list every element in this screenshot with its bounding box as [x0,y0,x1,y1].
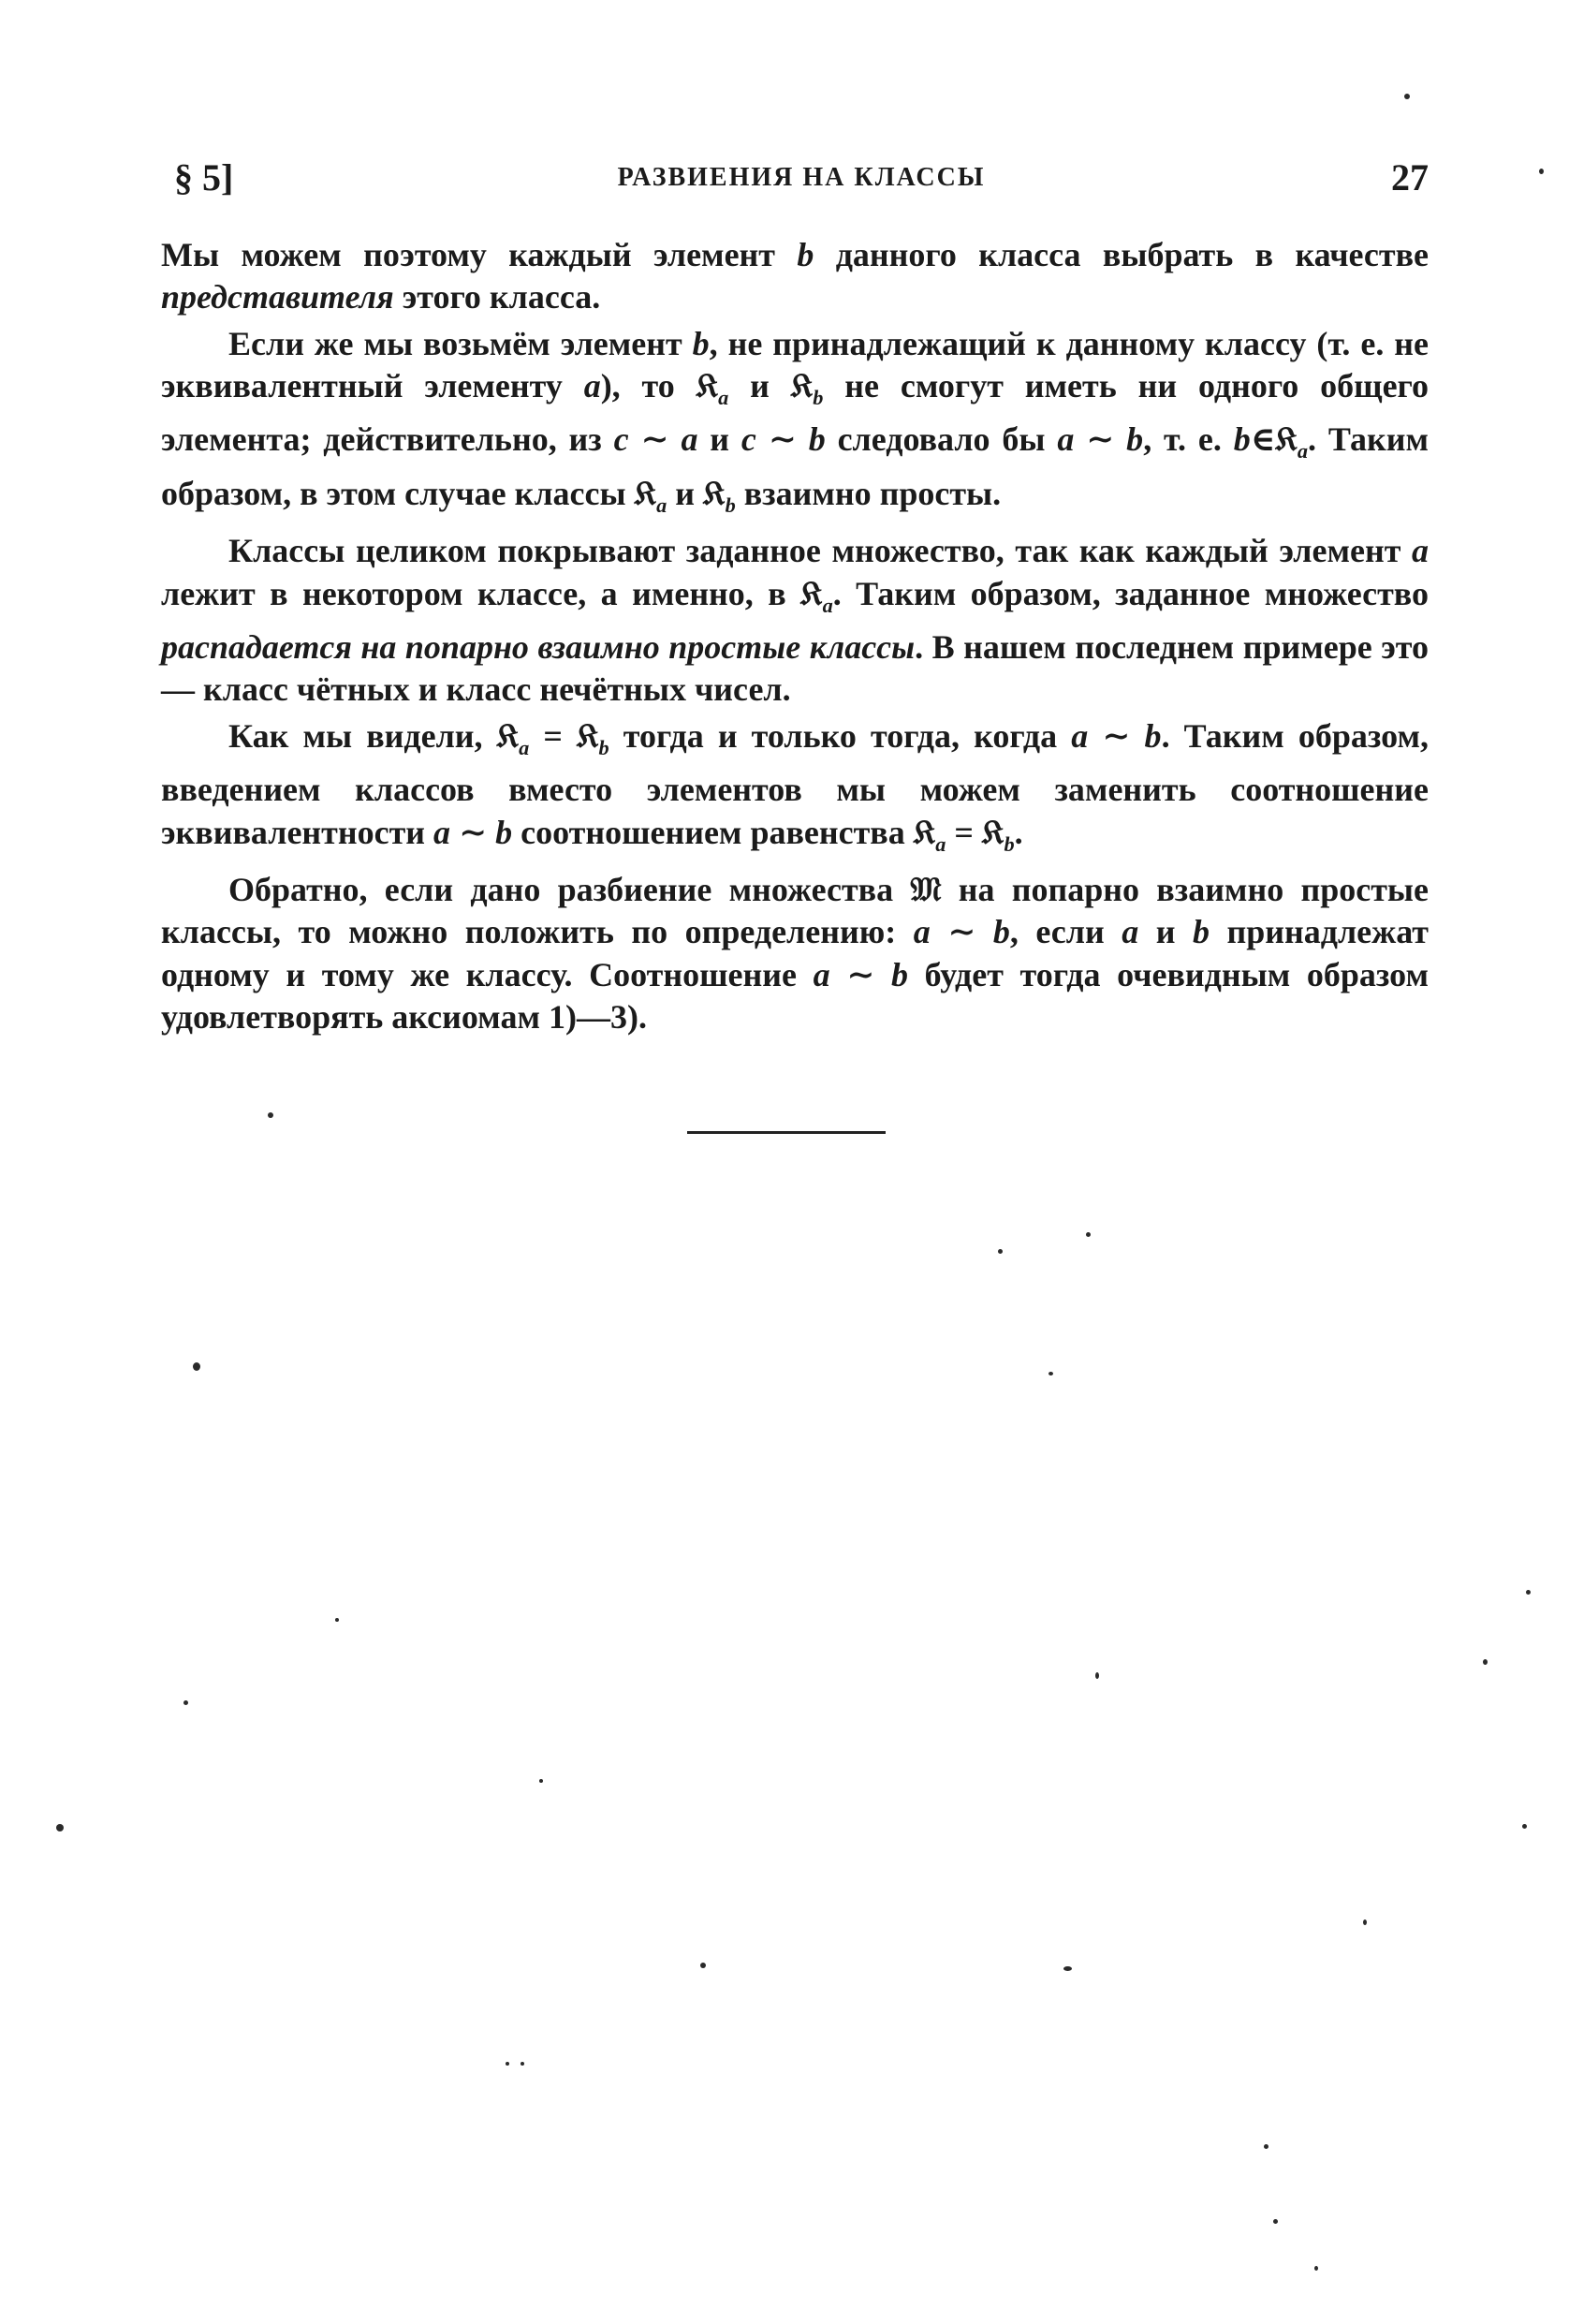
text-run: , т. е. [1143,420,1234,459]
text-run: Обратно, если дано разбиение множества 𝔐 на попарно взаимно простые классы, то можно положить по определению: [161,870,1429,951]
text-run: Если же мы возьмём элемент [228,324,693,362]
text-run: . В нашем последнем примере это — класс чётных и класс нечётных чисел. [161,628,1429,709]
scan-speck [1264,2144,1268,2149]
text-run: , не принадлежащий к данному классу (т. е. не эквивалентный элементу [161,324,1429,404]
italic-text: a ∼ b [1057,420,1144,459]
scan-speck [1314,2266,1318,2271]
scan-speck [1404,94,1410,99]
text-run: Мы можем поэтому каждый элемент [161,236,798,273]
text-run: и [697,420,741,459]
text-run: Как мы видели, 𝔎 [228,716,520,755]
scan-speck [998,1249,1003,1254]
paragraph [161,715,1429,865]
italic-text: представителя [161,278,394,316]
text-run: . Таким образом, заданное множество [832,574,1429,612]
scan-speck [539,1779,543,1783]
text-run: ), то 𝔎 [600,366,719,404]
italic-text: a [1122,913,1139,951]
italic-text: b [1233,420,1251,459]
italic-text: распадается на попарно взаимно простые классы [161,628,916,667]
text-run: . Таким образом, в этом случае классы 𝔎 [161,420,1429,512]
scan-speck [506,2062,509,2066]
scan-speck [1048,1372,1053,1375]
paragraph [161,869,1429,1038]
italic-text: a ∼ b [433,813,513,851]
scan-speck [56,1824,64,1831]
subscript-text: a [519,735,530,759]
scan-speck [1526,1590,1531,1595]
scan-speck [1273,2219,1278,2224]
subscript-text: a [822,593,833,617]
subscript-text: b [1004,831,1015,856]
running-title: РАЗВИЕНИЯ НА КЛАССЫ [617,163,986,192]
scan-speck [1483,1659,1488,1665]
scan-speck [1539,169,1544,174]
paragraph [161,323,1429,527]
text-run: и 𝔎 [667,474,726,512]
subscript-text: a [1297,439,1309,463]
section-marker: § 5] [174,156,234,199]
body-text [161,234,1429,1042]
italic-text: b [797,236,814,273]
text-run: принадлежат одному и тому же классу. Соотношение [161,913,1429,993]
text-run: этого класса. [393,278,601,316]
scan-speck [1522,1824,1527,1829]
scan-speck [700,1963,706,1968]
text-run: тогда и только тогда, когда [609,716,1072,755]
text-run: следовало бы [825,420,1058,459]
text-run: не смогут иметь ни одного общего элемента; действительно, из [161,366,1429,459]
italic-text: c ∼ b [741,420,826,459]
text-run: и 𝔎 [728,366,814,404]
text-run: взаимно просты. [735,474,1002,512]
text-run: , если [1009,913,1122,951]
italic-text: a ∼ b [813,955,909,993]
italic-text: a ∼ b [1071,716,1162,755]
paragraph [161,234,1429,319]
text-run: = 𝔎 [529,716,599,755]
subscript-text: a [656,493,667,518]
text-run: лежит в некотором классе, а именно, в 𝔎 [161,574,823,612]
text-run: = 𝔎 [946,813,1004,851]
text-run: данного класса выбрать в качестве [814,236,1429,273]
italic-text: a [583,366,601,404]
scan-speck [268,1112,273,1118]
scan-speck [1095,1672,1099,1679]
subscript-text: b [598,735,609,759]
scan-speck [335,1618,339,1622]
italic-text: b [692,324,710,362]
scan-speck [1063,1966,1072,1971]
scan-speck [183,1700,188,1705]
subscript-text: b [813,386,824,410]
scan-speck [1363,1920,1367,1925]
page-header [174,155,1429,208]
scan-speck [521,2062,524,2066]
text-run: и [1138,913,1193,951]
italic-text: a [1412,532,1429,570]
page-number: 27 [1391,156,1429,199]
subscript-text: a [935,831,946,856]
text-run: будет тогда очевидным образом удовлетворять аксиомам 1)—3). [161,955,1429,1036]
text-run: . Таким образом, введением классов вместо элементов мы можем заменить соотношение эквивалентности [161,716,1429,851]
paragraph [161,530,1429,711]
scan-speck [193,1362,200,1371]
subscript-text: a [718,386,729,410]
subscript-text: b [725,493,736,518]
scan-speck [1086,1232,1091,1237]
text-run: ∈𝔎 [1250,420,1298,459]
text-run: . [1014,813,1023,851]
italic-text: a ∼ b [913,913,1010,951]
end-rule [687,1131,886,1134]
italic-text: b [1192,913,1210,951]
italic-text: c ∼ a [613,420,698,459]
text-run: Классы целиком покрывают заданное множество, так как каждый элемент [228,532,1412,570]
text-run: соотношением равенства 𝔎 [512,813,936,851]
